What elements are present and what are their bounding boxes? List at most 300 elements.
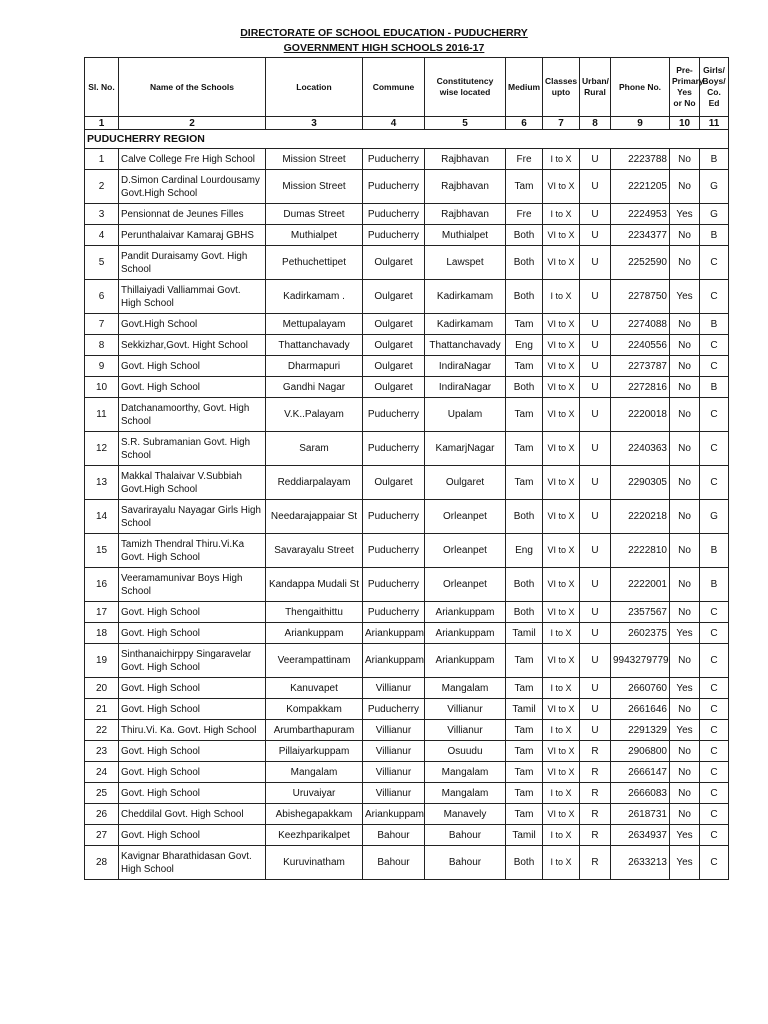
classes-cell: VI to X	[543, 762, 580, 783]
commune-cell: Villianur	[363, 741, 425, 762]
commune-cell: Oulgaret	[363, 377, 425, 398]
constituency-cell: Lawspet	[425, 246, 506, 280]
constituency-cell: Orleanpet	[425, 568, 506, 602]
column-number: 4	[363, 117, 425, 130]
constituency-cell: Mangalam	[425, 762, 506, 783]
medium-cell: Tam	[506, 170, 543, 204]
gender-cell: C	[700, 335, 729, 356]
table-row	[85, 534, 729, 568]
classes-cell: VI to X	[543, 602, 580, 623]
sl-cell: 19	[85, 644, 119, 678]
table-row	[85, 783, 729, 804]
table-row	[85, 432, 729, 466]
urban-rural-cell: U	[580, 466, 611, 500]
table-row	[85, 741, 729, 762]
pre-primary-cell: No	[670, 500, 700, 534]
sl-cell: 2	[85, 170, 119, 204]
classes-cell: VI to X	[543, 804, 580, 825]
pre-primary-cell: Yes	[670, 678, 700, 699]
constituency-cell: Villianur	[425, 720, 506, 741]
phone-cell: 2234377	[611, 225, 670, 246]
sl-cell: 18	[85, 623, 119, 644]
classes-cell: VI to X	[543, 377, 580, 398]
phone-cell: 2357567	[611, 602, 670, 623]
column-header: Location	[266, 58, 363, 117]
table-row	[85, 280, 729, 314]
school-name-cell: Sinthanaichirppy Singaravelar Govt. High School	[119, 644, 266, 678]
constituency-cell: Rajbhavan	[425, 170, 506, 204]
gender-cell: C	[700, 762, 729, 783]
pre-primary-cell: No	[670, 762, 700, 783]
school-name-cell: Govt. High School	[119, 602, 266, 623]
location-cell: V.K..Palayam	[266, 398, 363, 432]
pre-primary-cell: No	[670, 246, 700, 280]
gender-cell: C	[700, 398, 729, 432]
classes-cell: VI to X	[543, 568, 580, 602]
constituency-cell: Bahour	[425, 846, 506, 880]
pre-primary-cell: No	[670, 568, 700, 602]
sl-cell: 25	[85, 783, 119, 804]
medium-cell: Both	[506, 846, 543, 880]
classes-cell: VI to X	[543, 534, 580, 568]
urban-rural-cell: R	[580, 804, 611, 825]
sl-cell: 22	[85, 720, 119, 741]
school-name-cell: D.Simon Cardinal Lourdousamy Govt.High School	[119, 170, 266, 204]
location-cell: Kandappa Mudali St	[266, 568, 363, 602]
commune-cell: Bahour	[363, 846, 425, 880]
phone-cell: 2278750	[611, 280, 670, 314]
table-row	[85, 500, 729, 534]
column-header: Name of the Schools	[119, 58, 266, 117]
school-name-cell: Govt. High School	[119, 825, 266, 846]
commune-cell: Puducherry	[363, 568, 425, 602]
location-cell: Keezhparikalpet	[266, 825, 363, 846]
location-cell: Uruvaiyar	[266, 783, 363, 804]
classes-cell: I to X	[543, 280, 580, 314]
medium-cell: Tam	[506, 678, 543, 699]
column-header: Urban/ Rural	[580, 58, 611, 117]
pre-primary-cell: No	[670, 534, 700, 568]
medium-cell: Tamil	[506, 825, 543, 846]
commune-cell: Puducherry	[363, 225, 425, 246]
sl-cell: 3	[85, 204, 119, 225]
urban-rural-cell: U	[580, 149, 611, 170]
medium-cell: Both	[506, 568, 543, 602]
location-cell: Kompakkam	[266, 699, 363, 720]
classes-cell: I to X	[543, 825, 580, 846]
commune-cell: Puducherry	[363, 432, 425, 466]
commune-cell: Puducherry	[363, 602, 425, 623]
location-cell: Thattanchavady	[266, 335, 363, 356]
location-cell: Pethuchettipet	[266, 246, 363, 280]
gender-cell: C	[700, 644, 729, 678]
urban-rural-cell: R	[580, 846, 611, 880]
gender-cell: C	[700, 356, 729, 377]
school-name-cell: Sekkizhar,Govt. Hight School	[119, 335, 266, 356]
constituency-cell: Oulgaret	[425, 466, 506, 500]
pre-primary-cell: Yes	[670, 623, 700, 644]
gender-cell: B	[700, 314, 729, 335]
school-name-cell: S.R. Subramanian Govt. High School	[119, 432, 266, 466]
pre-primary-cell: No	[670, 602, 700, 623]
table-row	[85, 720, 729, 741]
commune-cell: Oulgaret	[363, 246, 425, 280]
location-cell: Reddiarpalayam	[266, 466, 363, 500]
column-header: Phone No.	[611, 58, 670, 117]
gender-cell: C	[700, 825, 729, 846]
gender-cell: G	[700, 204, 729, 225]
gender-cell: C	[700, 846, 729, 880]
classes-cell: I to X	[543, 623, 580, 644]
sl-cell: 16	[85, 568, 119, 602]
sl-cell: 9	[85, 356, 119, 377]
urban-rural-cell: U	[580, 699, 611, 720]
phone-cell: 2221205	[611, 170, 670, 204]
location-cell: Muthialpet	[266, 225, 363, 246]
sl-cell: 13	[85, 466, 119, 500]
sl-cell: 4	[85, 225, 119, 246]
table-row	[85, 699, 729, 720]
location-cell: Pillaiyarkuppam	[266, 741, 363, 762]
gender-cell: B	[700, 377, 729, 398]
sl-cell: 21	[85, 699, 119, 720]
medium-cell: Both	[506, 377, 543, 398]
location-cell: Mettupalayam	[266, 314, 363, 335]
constituency-cell: Ariankuppam	[425, 623, 506, 644]
classes-cell: VI to X	[543, 170, 580, 204]
constituency-cell: Thattanchavady	[425, 335, 506, 356]
school-name-cell: Pandit Duraisamy Govt. High School	[119, 246, 266, 280]
school-name-cell: Govt. High School	[119, 762, 266, 783]
constituency-cell: Kadirkamam	[425, 314, 506, 335]
medium-cell: Tam	[506, 720, 543, 741]
table-row	[85, 377, 729, 398]
gender-cell: C	[700, 246, 729, 280]
constituency-cell: Kadirkamam	[425, 280, 506, 314]
location-cell: Kanuvapet	[266, 678, 363, 699]
classes-cell: I to X	[543, 204, 580, 225]
gender-cell: B	[700, 568, 729, 602]
table-row	[85, 846, 729, 880]
sl-cell: 14	[85, 500, 119, 534]
urban-rural-cell: U	[580, 678, 611, 699]
medium-cell: Fre	[506, 204, 543, 225]
table-row	[85, 335, 729, 356]
phone-cell: 2240556	[611, 335, 670, 356]
location-cell: Saram	[266, 432, 363, 466]
table-row	[85, 762, 729, 783]
table-row	[85, 623, 729, 644]
column-number: 11	[700, 117, 729, 130]
table-row	[85, 398, 729, 432]
column-header: Medium	[506, 58, 543, 117]
medium-cell: Fre	[506, 149, 543, 170]
pre-primary-cell: No	[670, 699, 700, 720]
table-row	[85, 804, 729, 825]
table-row	[85, 204, 729, 225]
classes-cell: I to X	[543, 720, 580, 741]
commune-cell: Ariankuppam	[363, 804, 425, 825]
region-label: PUDUCHERRY REGION	[85, 130, 729, 149]
constituency-cell: Manavely	[425, 804, 506, 825]
commune-cell: Oulgaret	[363, 466, 425, 500]
location-cell: Ariankuppam	[266, 623, 363, 644]
commune-cell: Oulgaret	[363, 314, 425, 335]
phone-cell: 2273787	[611, 356, 670, 377]
pre-primary-cell: Yes	[670, 204, 700, 225]
medium-cell: Tamil	[506, 623, 543, 644]
pre-primary-cell: No	[670, 466, 700, 500]
sl-cell: 6	[85, 280, 119, 314]
location-cell: Arumbarthapuram	[266, 720, 363, 741]
constituency-cell: Mangalam	[425, 783, 506, 804]
sl-cell: 24	[85, 762, 119, 783]
urban-rural-cell: R	[580, 783, 611, 804]
medium-cell: Eng	[506, 335, 543, 356]
classes-cell: I to X	[543, 149, 580, 170]
sl-cell: 23	[85, 741, 119, 762]
location-cell: Thengaithittu	[266, 602, 363, 623]
sl-cell: 27	[85, 825, 119, 846]
classes-cell: I to X	[543, 678, 580, 699]
classes-cell: VI to X	[543, 644, 580, 678]
column-number: 6	[506, 117, 543, 130]
gender-cell: C	[700, 602, 729, 623]
phone-cell: 9943279779	[611, 644, 670, 678]
column-header: Commune	[363, 58, 425, 117]
phone-cell: 2224953	[611, 204, 670, 225]
phone-cell: 2618731	[611, 804, 670, 825]
pre-primary-cell: No	[670, 335, 700, 356]
constituency-cell: Mangalam	[425, 678, 506, 699]
school-name-cell: Perunthalaivar Kamaraj GBHS	[119, 225, 266, 246]
medium-cell: Tam	[506, 783, 543, 804]
sl-cell: 11	[85, 398, 119, 432]
urban-rural-cell: U	[580, 246, 611, 280]
phone-cell: 2272816	[611, 377, 670, 398]
urban-rural-cell: R	[580, 741, 611, 762]
phone-cell: 2274088	[611, 314, 670, 335]
urban-rural-cell: U	[580, 225, 611, 246]
classes-cell: VI to X	[543, 335, 580, 356]
school-name-cell: Thillaiyadi Valliammai Govt. High School	[119, 280, 266, 314]
column-number: 9	[611, 117, 670, 130]
location-cell: Mangalam	[266, 762, 363, 783]
medium-cell: Tam	[506, 644, 543, 678]
classes-cell: VI to X	[543, 314, 580, 335]
medium-cell: Tam	[506, 314, 543, 335]
classes-cell: VI to X	[543, 225, 580, 246]
location-cell: Savarayalu Street	[266, 534, 363, 568]
pre-primary-cell: No	[670, 783, 700, 804]
document-subtitle: GOVERNMENT HIGH SCHOOLS 2016-17	[283, 42, 485, 54]
column-header: Constitutency wise located	[425, 58, 506, 117]
table-row	[85, 356, 729, 377]
commune-cell: Puducherry	[363, 699, 425, 720]
phone-cell: 2290305	[611, 466, 670, 500]
pre-primary-cell: No	[670, 225, 700, 246]
phone-cell: 2252590	[611, 246, 670, 280]
phone-cell: 2602375	[611, 623, 670, 644]
phone-cell: 2666147	[611, 762, 670, 783]
column-number: 5	[425, 117, 506, 130]
column-header: Pre-Primary Yes or No	[670, 58, 700, 117]
phone-cell: 2666083	[611, 783, 670, 804]
location-cell: Gandhi Nagar	[266, 377, 363, 398]
urban-rural-cell: U	[580, 314, 611, 335]
urban-rural-cell: U	[580, 432, 611, 466]
location-cell: Kadirkamam .	[266, 280, 363, 314]
commune-cell: Puducherry	[363, 170, 425, 204]
gender-cell: B	[700, 534, 729, 568]
constituency-cell: Bahour	[425, 825, 506, 846]
constituency-cell: IndiraNagar	[425, 377, 506, 398]
medium-cell: Both	[506, 602, 543, 623]
table-row	[85, 246, 729, 280]
pre-primary-cell: No	[670, 644, 700, 678]
school-name-cell: Govt. High School	[119, 699, 266, 720]
school-name-cell: Makkal Thalaivar V.Subbiah Govt.High School	[119, 466, 266, 500]
gender-cell: C	[700, 804, 729, 825]
location-cell: Dumas Street	[266, 204, 363, 225]
constituency-cell: KamarjNagar	[425, 432, 506, 466]
urban-rural-cell: U	[580, 398, 611, 432]
urban-rural-cell: U	[580, 356, 611, 377]
column-header: Girls/ Boys/ Co. Ed	[700, 58, 729, 117]
column-header: Sl. No.	[85, 58, 119, 117]
constituency-cell: Orleanpet	[425, 500, 506, 534]
gender-cell: C	[700, 623, 729, 644]
commune-cell: Oulgaret	[363, 335, 425, 356]
pre-primary-cell: No	[670, 804, 700, 825]
school-name-cell: Govt. High School	[119, 783, 266, 804]
commune-cell: Oulgaret	[363, 356, 425, 377]
schools-table	[84, 57, 729, 880]
commune-cell: Villianur	[363, 720, 425, 741]
gender-cell: C	[700, 678, 729, 699]
location-cell: Dharmapuri	[266, 356, 363, 377]
gender-cell: C	[700, 466, 729, 500]
constituency-cell: Ariankuppam	[425, 602, 506, 623]
phone-cell: 2220018	[611, 398, 670, 432]
constituency-cell: IndiraNagar	[425, 356, 506, 377]
gender-cell: G	[700, 170, 729, 204]
medium-cell: Tam	[506, 432, 543, 466]
pre-primary-cell: No	[670, 432, 700, 466]
table-row	[85, 170, 729, 204]
commune-cell: Oulgaret	[363, 280, 425, 314]
sl-cell: 28	[85, 846, 119, 880]
table-row	[85, 825, 729, 846]
phone-cell: 2240363	[611, 432, 670, 466]
constituency-cell: Rajbhavan	[425, 149, 506, 170]
gender-cell: C	[700, 720, 729, 741]
column-header: Classes upto	[543, 58, 580, 117]
column-number: 7	[543, 117, 580, 130]
medium-cell: Both	[506, 225, 543, 246]
constituency-cell: Muthialpet	[425, 225, 506, 246]
medium-cell: Tam	[506, 741, 543, 762]
school-name-cell: Govt. High School	[119, 377, 266, 398]
commune-cell: Ariankuppam	[363, 623, 425, 644]
pre-primary-cell: No	[670, 356, 700, 377]
school-name-cell: Tamizh Thendral Thiru.Vi.Ka Govt. High School	[119, 534, 266, 568]
location-cell: Veerampattinam	[266, 644, 363, 678]
pre-primary-cell: Yes	[670, 825, 700, 846]
table-row	[85, 644, 729, 678]
pre-primary-cell: Yes	[670, 280, 700, 314]
classes-cell: VI to X	[543, 432, 580, 466]
medium-cell: Tamil	[506, 699, 543, 720]
table-row	[85, 149, 729, 170]
classes-cell: VI to X	[543, 500, 580, 534]
classes-cell: I to X	[543, 846, 580, 880]
urban-rural-cell: R	[580, 825, 611, 846]
commune-cell: Ariankuppam	[363, 644, 425, 678]
sl-cell: 7	[85, 314, 119, 335]
school-name-cell: Calve College Fre High School	[119, 149, 266, 170]
urban-rural-cell: U	[580, 568, 611, 602]
column-number: 1	[85, 117, 119, 130]
school-name-cell: Govt. High School	[119, 356, 266, 377]
commune-cell: Puducherry	[363, 534, 425, 568]
phone-cell: 2634937	[611, 825, 670, 846]
school-name-cell: Pensionnat de Jeunes Filles	[119, 204, 266, 225]
phone-cell: 2661646	[611, 699, 670, 720]
urban-rural-cell: U	[580, 335, 611, 356]
phone-cell: 2660760	[611, 678, 670, 699]
constituency-cell: Osuudu	[425, 741, 506, 762]
table-row	[85, 568, 729, 602]
commune-cell: Puducherry	[363, 398, 425, 432]
commune-cell: Puducherry	[363, 204, 425, 225]
phone-cell: 2222810	[611, 534, 670, 568]
gender-cell: B	[700, 225, 729, 246]
classes-cell: I to X	[543, 783, 580, 804]
sl-cell: 5	[85, 246, 119, 280]
column-number: 10	[670, 117, 700, 130]
medium-cell: Both	[506, 500, 543, 534]
urban-rural-cell: U	[580, 170, 611, 204]
gender-cell: C	[700, 783, 729, 804]
gender-cell: C	[700, 432, 729, 466]
urban-rural-cell: U	[580, 602, 611, 623]
school-name-cell: Thiru.Vi. Ka. Govt. High School	[119, 720, 266, 741]
constituency-cell: Upalam	[425, 398, 506, 432]
location-cell: Abishegapakkam	[266, 804, 363, 825]
urban-rural-cell: R	[580, 762, 611, 783]
phone-cell: 2220218	[611, 500, 670, 534]
column-number: 2	[119, 117, 266, 130]
sl-cell: 1	[85, 149, 119, 170]
gender-cell: G	[700, 500, 729, 534]
pre-primary-cell: No	[670, 314, 700, 335]
commune-cell: Puducherry	[363, 500, 425, 534]
urban-rural-cell: U	[580, 720, 611, 741]
pre-primary-cell: No	[670, 398, 700, 432]
phone-cell: 2906800	[611, 741, 670, 762]
urban-rural-cell: U	[580, 644, 611, 678]
document-title: DIRECTORATE OF SCHOOL EDUCATION - PUDUCHERRY	[240, 27, 528, 39]
gender-cell: C	[700, 699, 729, 720]
medium-cell: Both	[506, 280, 543, 314]
constituency-cell: Villianur	[425, 699, 506, 720]
pre-primary-cell: No	[670, 170, 700, 204]
pre-primary-cell: Yes	[670, 720, 700, 741]
school-name-cell: Cheddilal Govt. High School	[119, 804, 266, 825]
phone-cell: 2222001	[611, 568, 670, 602]
gender-cell: C	[700, 741, 729, 762]
